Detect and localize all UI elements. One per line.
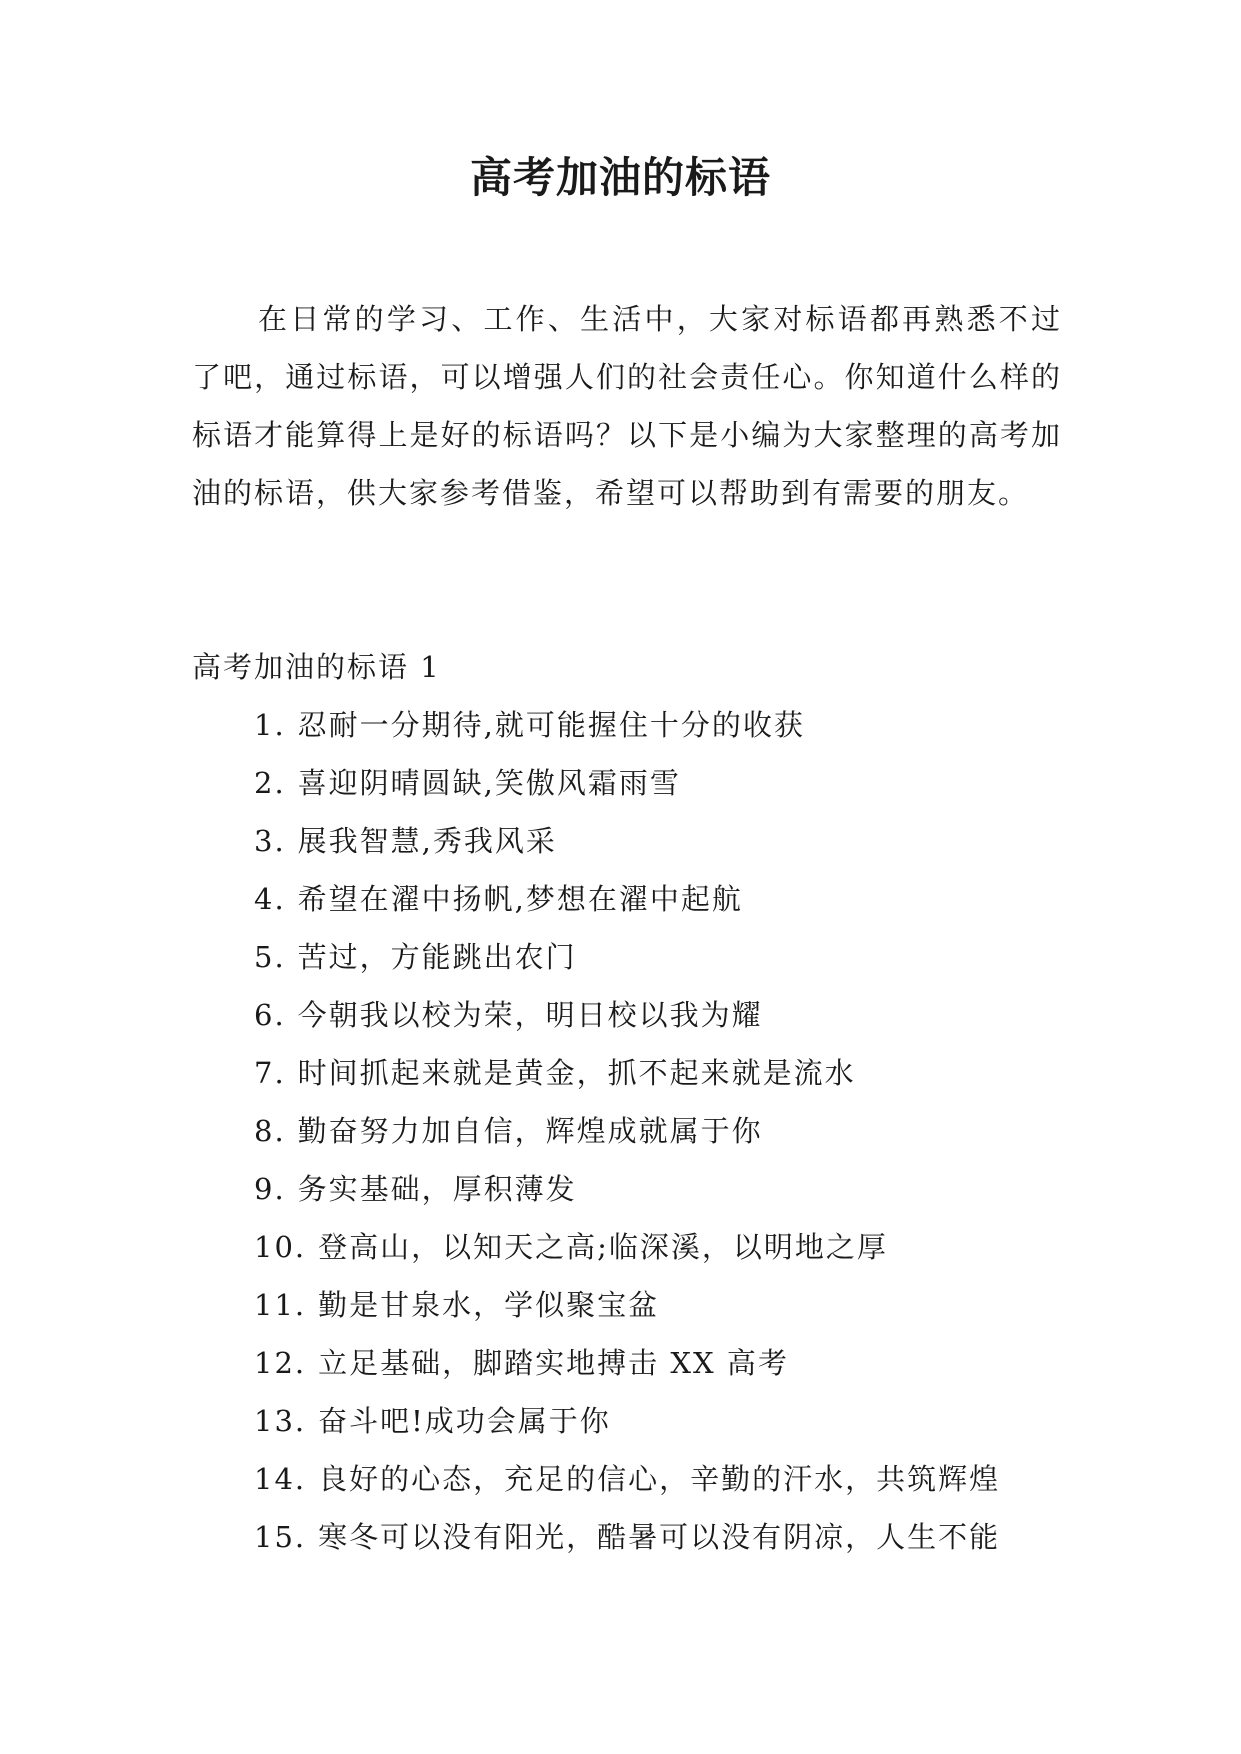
slogan-text: 今朝我以校为荣，明日校以我为耀 [297, 998, 763, 1032]
slogan-item [254, 1102, 1074, 1160]
slogan-number: 8. [254, 1114, 286, 1148]
slogan-text: 勤奋努力加自信，辉煌成就属于你 [297, 1114, 763, 1148]
slogan-number: 14. [254, 1462, 307, 1496]
slogan-item [254, 928, 1074, 986]
slogan-number: 6. [254, 998, 286, 1032]
slogan-item [254, 1392, 1074, 1450]
slogan-item [254, 1160, 1074, 1218]
slogan-text: 忍耐一分期待,就可能握住十分的收获 [297, 708, 805, 742]
document-title: 高考加油的标语 [469, 153, 771, 202]
slogan-number: 3. [254, 824, 286, 858]
slogan-item [254, 696, 1074, 754]
slogan-item [254, 1276, 1074, 1334]
slogan-number: 15. [254, 1520, 307, 1554]
slogan-number: 10. [254, 1230, 307, 1264]
slogan-item [254, 1508, 1074, 1566]
slogan-text: 务实基础，厚积薄发 [297, 1172, 577, 1206]
slogan-item [254, 986, 1074, 1044]
slogan-number: 2. [254, 766, 286, 800]
slogan-number: 7. [254, 1056, 286, 1090]
section-heading: 高考加油的标语 1 [192, 650, 441, 684]
slogan-text: 展我智慧,秀我风采 [297, 824, 557, 858]
slogan-list [254, 696, 1074, 1566]
slogan-text: 喜迎阴晴圆缺,笑傲风霜雨雪 [297, 766, 681, 800]
slogan-text: 时间抓起来就是黄金，抓不起来就是流水 [297, 1056, 856, 1090]
slogan-text: 苦过，方能跳出农门 [297, 940, 577, 974]
slogan-item [254, 870, 1074, 928]
slogan-text: 登高山，以知天之高;临深溪，以明地之厚 [318, 1230, 888, 1264]
slogan-number: 9. [254, 1172, 286, 1206]
slogan-item [254, 754, 1074, 812]
slogan-text: 奋斗吧!成功会属于你 [318, 1404, 611, 1438]
slogan-number: 12. [254, 1346, 307, 1380]
slogan-number: 1. [254, 708, 286, 742]
slogan-text: 立足基础，脚踏实地搏击 XX 高考 [318, 1346, 789, 1380]
slogan-number: 4. [254, 882, 286, 916]
slogan-number: 5. [254, 940, 286, 974]
intro-paragraph: 在日常的学习、工作、生活中，大家对标语都再熟悉不过了吧，通过标语，可以增强人们的社会责任心。你知道什么样的标语才能算得上是好的标语吗？以下是小编为大家整理的高考加油的标语，供大家参考借鉴，希望可以帮助到有需要的朋友。 [192, 302, 1062, 510]
slogan-item [254, 1450, 1074, 1508]
slogan-text: 寒冬可以没有阳光，酷暑可以没有阴凉，人生不能 [318, 1520, 1001, 1554]
slogan-text: 良好的心态，充足的信心，辛勤的汗水，共筑辉煌 [318, 1462, 1001, 1496]
slogan-text: 希望在濯中扬帆,梦想在濯中起航 [297, 882, 743, 916]
slogan-text: 勤是甘泉水，学似聚宝盆 [318, 1288, 660, 1322]
slogan-number: 11. [254, 1288, 307, 1322]
slogan-number: 13. [254, 1404, 307, 1438]
slogan-item [254, 1044, 1074, 1102]
slogan-item [254, 1334, 1074, 1392]
slogan-item [254, 812, 1074, 870]
slogan-item [254, 1218, 1074, 1276]
